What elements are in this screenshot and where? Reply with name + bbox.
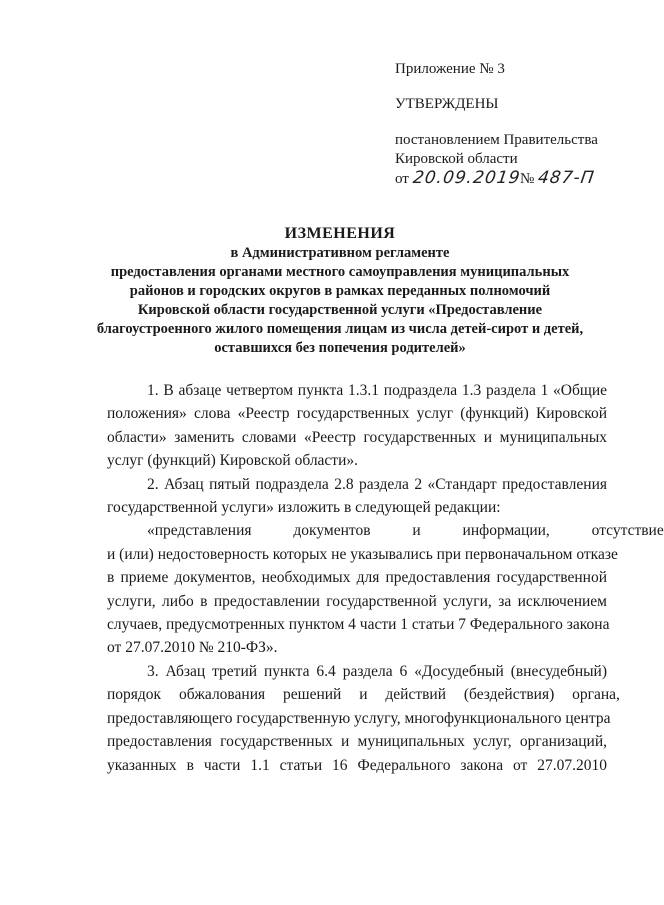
body-line: 1. В абзаце четвертом пункта 1.3.1 подраздела 1.3 раздела 1 «Общие [147, 382, 607, 399]
number-prefix: № [519, 171, 535, 187]
body-line: государственной услуги» изложить в следующей редакции: [107, 499, 501, 517]
body-line: указанных в части 1.1 статьи 16 Федерального закона от 27.07.2010 [107, 756, 607, 774]
title-line: в Административном регламенте [230, 245, 450, 261]
title-line: оставшихся без попечения родителей» [214, 340, 466, 356]
body-line: услуги, либо в предоставлении государственной услуги, за исключением [107, 592, 607, 610]
handwritten-number: 487-П [536, 168, 596, 188]
body-line: предоставления государственных и муниципальных услуг, организаций, [107, 733, 607, 751]
title-line: Кировской области государственной услуги «Предоставление [137, 302, 543, 318]
body-line: от 27.07.2010 № 210-ФЗ». [107, 639, 278, 657]
date-prefix: от [395, 171, 409, 187]
date-number-line [395, 169, 625, 189]
body-line: порядок обжалования решений и действий (бездействия) органа, [107, 686, 620, 704]
body-line: «представления документов и информации, отсутствие [147, 522, 664, 540]
title-line: предоставления органами местного самоуправления муниципальных [110, 264, 570, 280]
body-line: 3. Абзац третий пункта 6.4 раздела 6 «Досудебный (внесудебный) [147, 662, 607, 680]
approved-by-line-2: Кировской области [395, 151, 518, 167]
body-line: в приеме документов, необходимых для предоставления государственной [107, 569, 607, 587]
approved-label: УТВЕРЖДЕНЫ [395, 96, 499, 112]
body-line: положения» слова «Реестр государственных услуг (функций) Кировской [107, 405, 607, 423]
document-title-block [60, 224, 620, 358]
body-line: услуг (функций) Кировской области». [107, 452, 359, 470]
body-line: 2. Абзац пятый подраздела 2.8 раздела 2 «Стандарт предоставления [147, 475, 607, 493]
document-body [107, 379, 664, 777]
handwritten-date: 20.09.2019 [411, 168, 522, 188]
appendix-number: Приложение № 3 [395, 61, 505, 77]
title-line: районов и городских округов в рамках переданных полномочий [129, 283, 551, 299]
approved-by-line-1: постановлением Правительства [395, 132, 598, 148]
document-title: ИЗМЕНЕНИЯ [284, 225, 396, 242]
body-line: области» заменить словами «Реестр государственных и муниципальных [107, 428, 607, 446]
approval-block [395, 60, 625, 189]
body-line: случаев, предусмотренных пунктом 4 части 1 статьи 7 Федерального закона [107, 616, 610, 634]
body-line: и (или) недостоверность которых не указывались при первоначальном отказе [107, 545, 618, 563]
body-line: предоставляющего государственную услугу, многофункционального центра [107, 709, 611, 727]
title-line: благоустроенного жилого помещения лицам из числа детей-сирот и детей, [96, 321, 584, 337]
